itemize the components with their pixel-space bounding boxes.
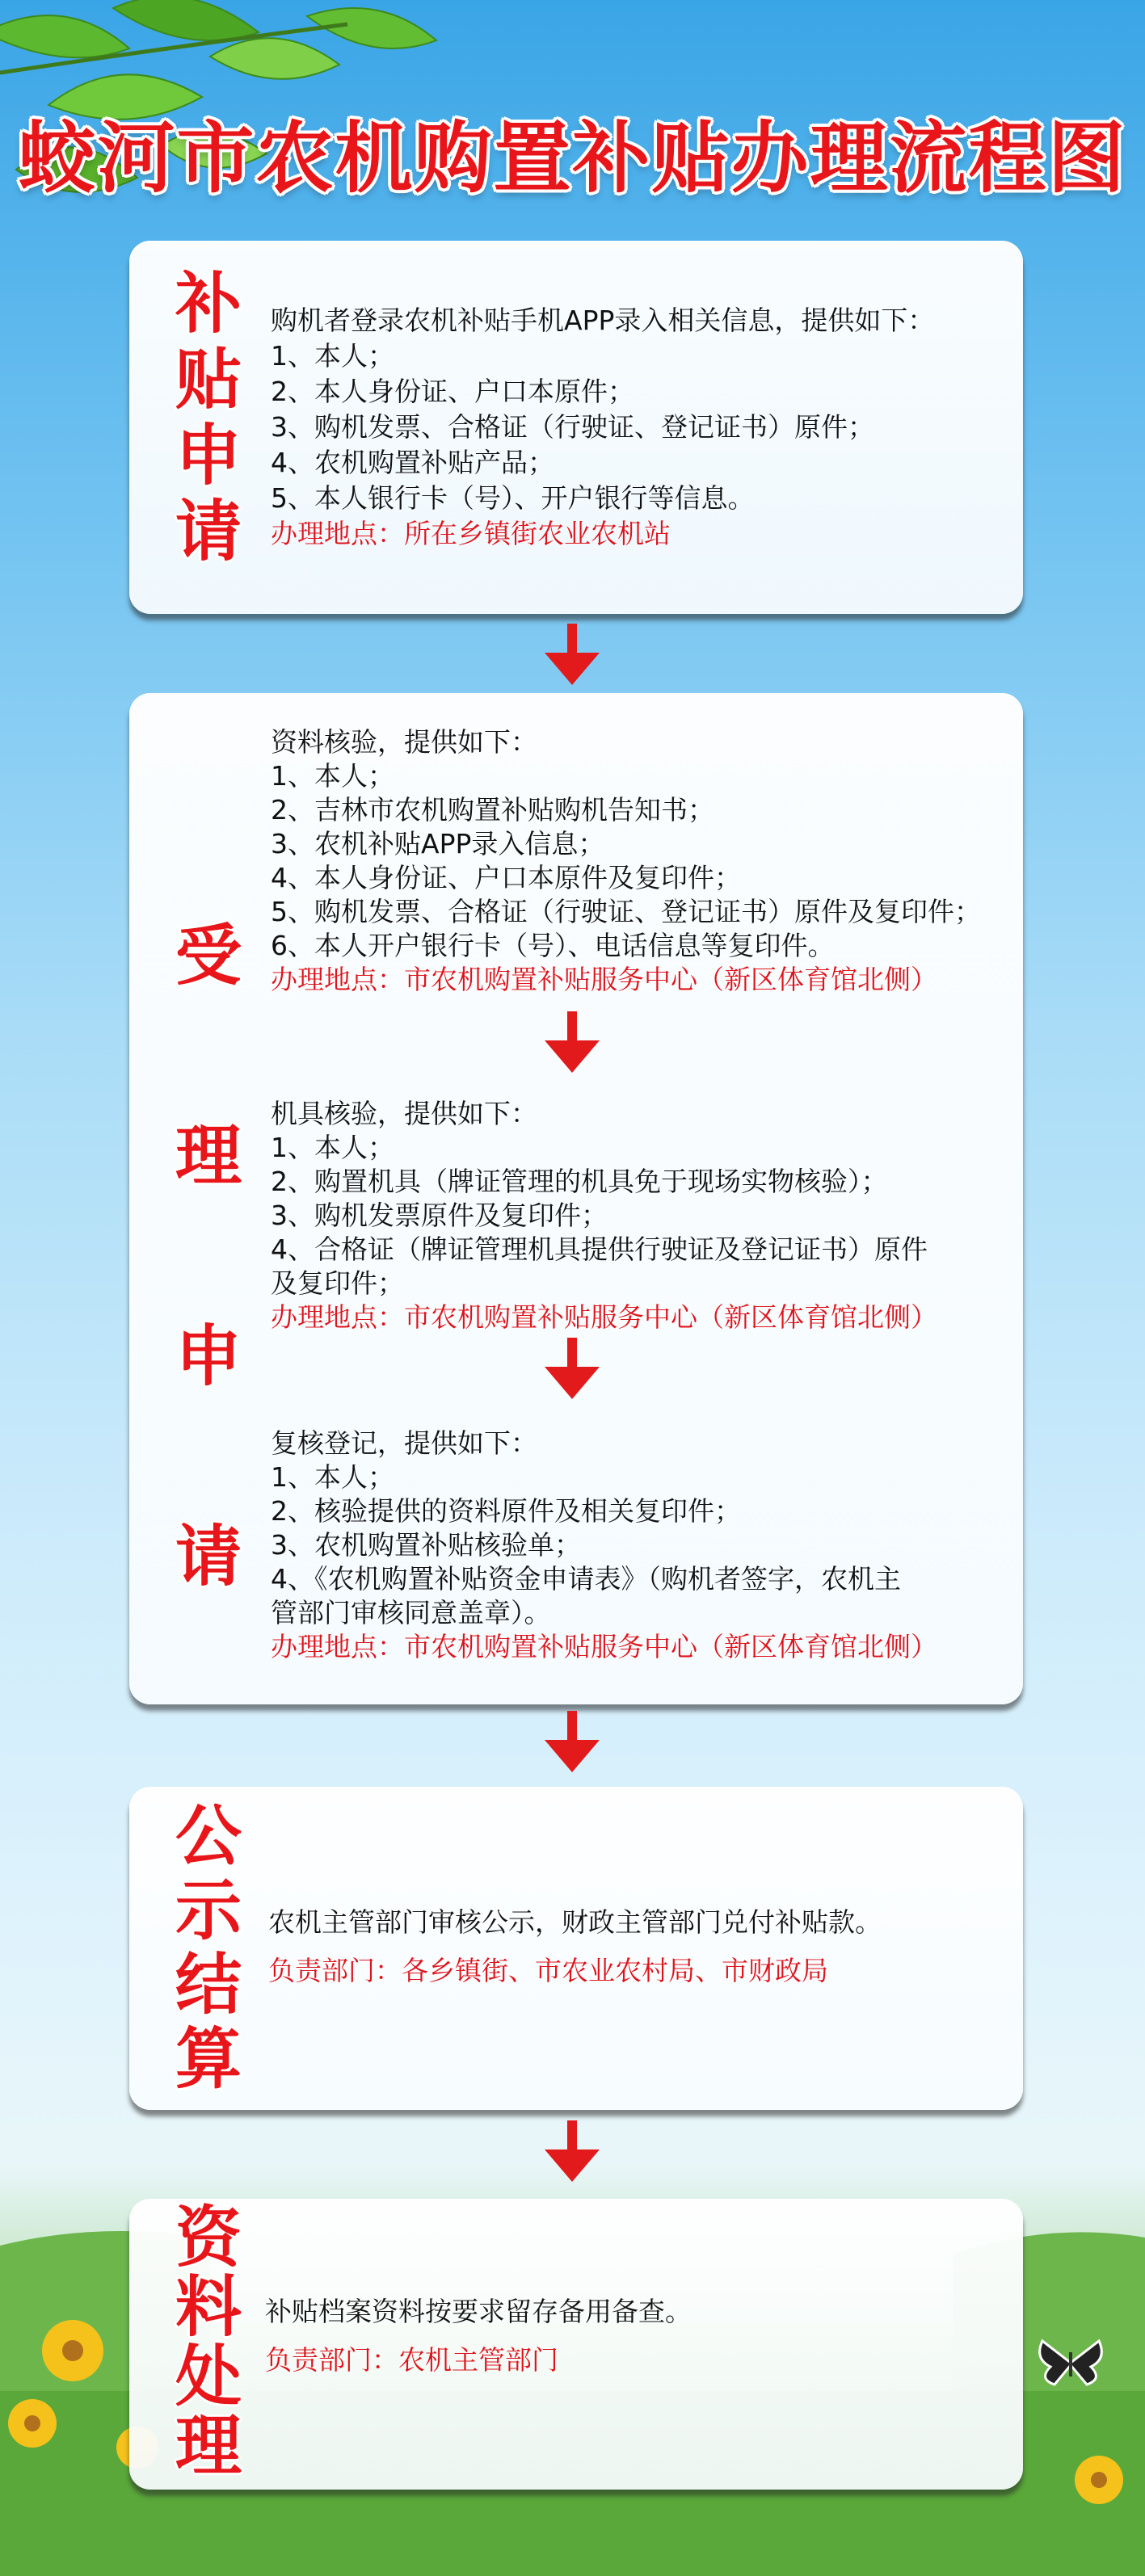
step1-item: 1、本人；	[271, 340, 394, 372]
step2c-item: 2、核验提供的资料原件及相关复印件；	[271, 1495, 741, 1527]
step2c-item: 3、农机购置补贴核验单；	[271, 1529, 581, 1561]
butterfly-icon	[1034, 2334, 1107, 2391]
step2b-item: 1、本人；	[271, 1132, 394, 1163]
step2-heading-char: 理	[175, 1118, 242, 1195]
step1-item: 3、购机发票、合格证（行驶证、登记证书）原件；	[271, 411, 874, 443]
step2a-item: 3、农机补贴APP录入信息；	[271, 828, 605, 859]
step4-dept: 负责部门：农机主管部门	[265, 2344, 558, 2376]
step3-text: 农机主管部门审核公示，财政主管部门兑付补贴款。	[268, 1906, 882, 1938]
step2c-item: 管部门审核同意盖章）。	[271, 1597, 551, 1628]
step1-heading-char: 补	[175, 266, 242, 342]
step1-heading-char: 贴	[175, 342, 242, 418]
step4-heading-char: 料	[175, 2269, 242, 2346]
step2-heading-char: 申	[175, 1318, 242, 1395]
step2b-item: 4、合格证（牌证管理机具提供行驶证及登记证书）原件	[271, 1233, 928, 1265]
step2b-item: 3、购机发票原件及复印件；	[271, 1200, 608, 1231]
step3-content	[268, 1898, 882, 1995]
step2c-intro: 复核登记，提供如下：	[271, 1427, 537, 1459]
step2-heading	[168, 856, 249, 1658]
step4-content	[265, 2288, 692, 2385]
arrow-down-icon	[540, 1011, 604, 1076]
step3-heading-char: 结	[175, 1947, 242, 2023]
step2a-content	[271, 725, 981, 997]
step1-location: 办理地点：所在乡镇街农业农机站	[271, 518, 671, 549]
step2b-intro: 机具核验，提供如下：	[271, 1098, 537, 1129]
step2-heading-char: 请	[175, 1519, 242, 1595]
step2a-item: 2、吉林市农机购置补贴购机告知书；	[271, 794, 714, 826]
step2-heading-char: 受	[175, 918, 242, 994]
step4-text: 补贴档案资料按要求留存备用备查。	[265, 2296, 692, 2327]
step1-intro: 购机者登录农机补贴手机APP录入相关信息，提供如下：	[271, 305, 935, 336]
step4-heading-char: 处	[175, 2339, 242, 2415]
step4-heading-char: 资	[175, 2200, 242, 2276]
step1-heading-char: 申	[175, 418, 242, 494]
step2a-location: 办理地点：市农机购置补贴服务中心（新区体育馆北侧）	[271, 964, 937, 995]
step2c-item: 4、《农机购置补贴资金申请表》（购机者签字，农机主	[271, 1563, 901, 1595]
step2b-content	[271, 1097, 937, 1334]
step4-heading	[168, 2200, 249, 2485]
step3-heading-char: 算	[175, 2021, 242, 2098]
step4-heading-char: 理	[175, 2408, 242, 2485]
step3-heading	[168, 1800, 249, 2097]
step2b-location: 办理地点：市农机购置补贴服务中心（新区体育馆北侧）	[271, 1301, 937, 1333]
step3-dept: 负责部门：各乡镇街、市农业农村局、市财政局	[268, 1955, 828, 1986]
step2c-item: 1、本人；	[271, 1461, 394, 1493]
arrow-down-icon	[540, 624, 604, 688]
arrow-down-icon	[540, 1711, 604, 1775]
step1-item: 4、农机购置补贴产品；	[271, 447, 554, 478]
step3-heading-char: 公	[175, 1798, 242, 1875]
arrow-down-icon	[540, 1338, 604, 1402]
step1-heading-char: 请	[175, 494, 242, 570]
step1-content	[271, 303, 934, 552]
page-title: 蛟河市农机购置补贴办理流程图	[18, 113, 1127, 204]
step2a-item: 1、本人；	[271, 760, 394, 792]
step1-item: 5、本人银行卡（号）、开户银行等信息。	[271, 482, 755, 514]
step2c-content	[271, 1427, 937, 1664]
step1-heading	[168, 267, 249, 570]
step2b-item: 及复印件；	[271, 1267, 404, 1299]
step2a-item: 5、购机发票、合格证（行驶证、登记证书）原件及复印件；	[271, 896, 981, 927]
step2a-item: 4、本人身份证、户口本原件及复印件；	[271, 862, 741, 893]
step2b-item: 2、购置机具（牌证管理的机具免于现场实物核验）；	[271, 1166, 888, 1197]
step3-heading-char: 示	[175, 1872, 242, 1949]
step2a-intro: 资料核验，提供如下：	[271, 726, 537, 758]
step2a-item: 6、本人开户银行卡（号）、电话信息等复印件。	[271, 930, 835, 961]
step1-item: 2、本人身份证、户口本原件；	[271, 376, 634, 407]
step2c-location: 办理地点：市农机购置补贴服务中心（新区体育馆北侧）	[271, 1631, 937, 1662]
arrow-down-icon	[540, 2120, 604, 2185]
